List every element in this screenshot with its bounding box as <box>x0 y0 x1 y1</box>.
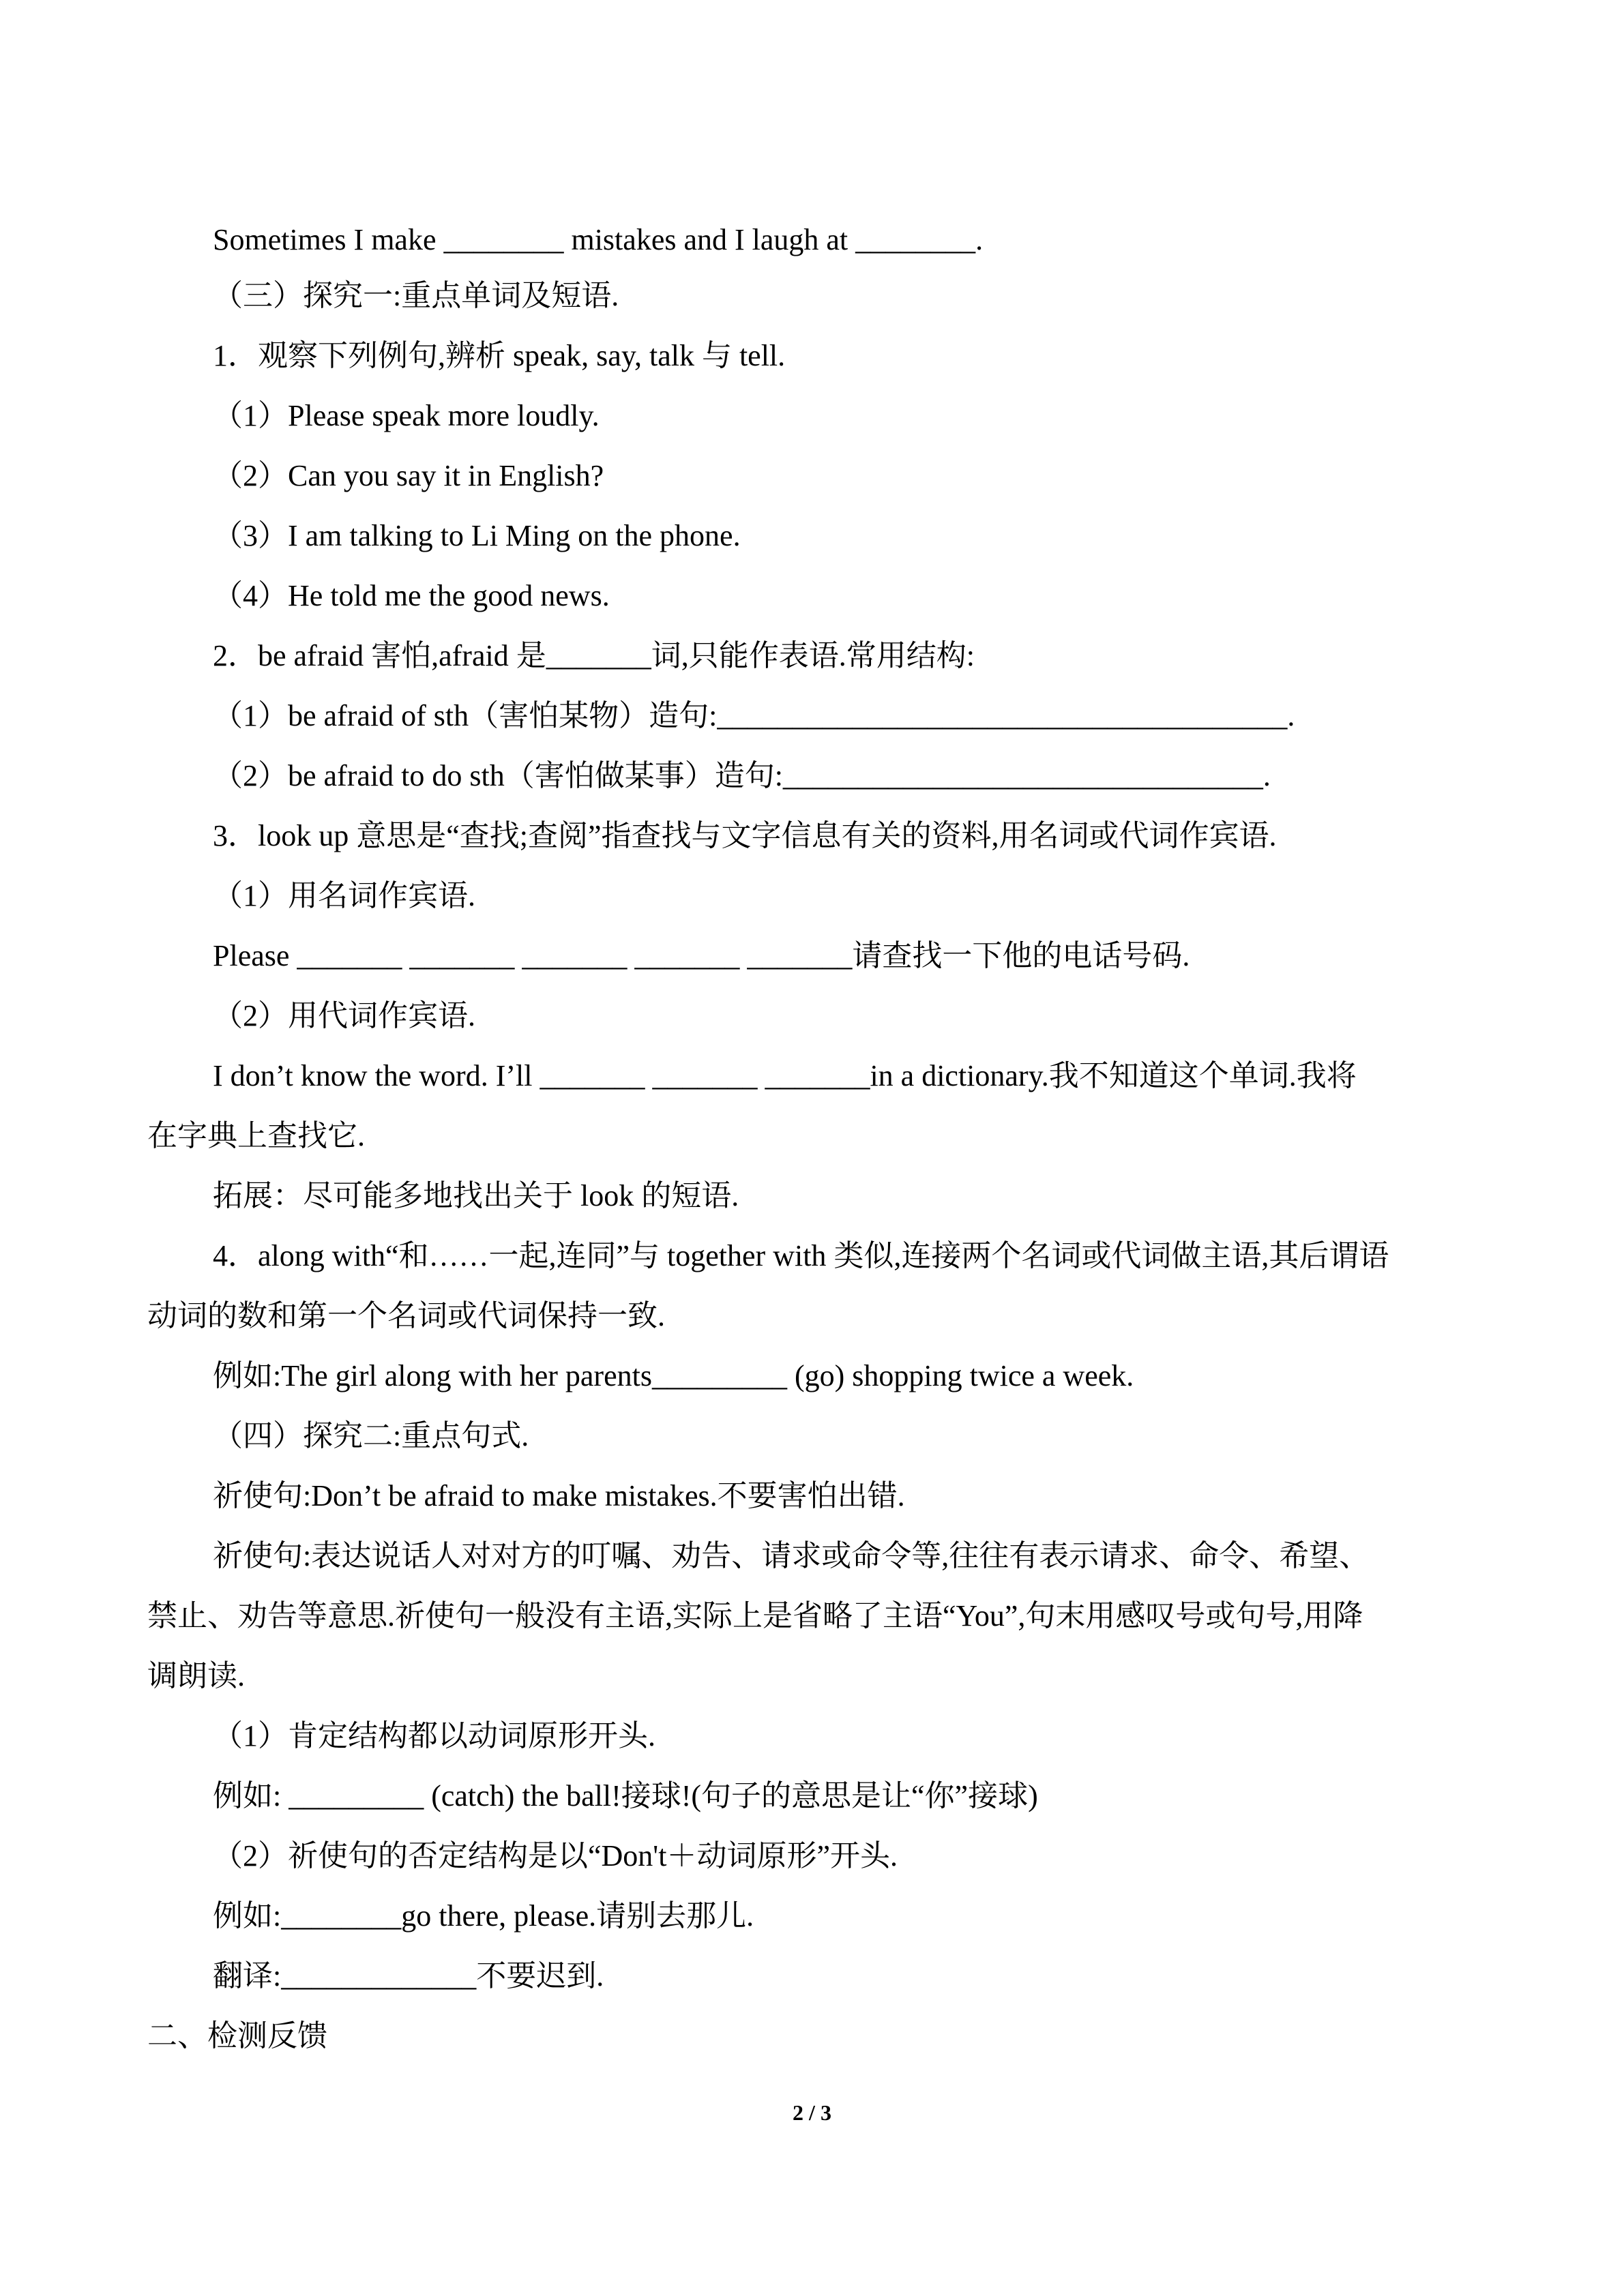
text-line-28: （2）祈使句的否定结构是以“Don't＋动词原形”开头. <box>213 1839 898 1873</box>
example-2: （2）Can you say it in English? <box>213 459 604 492</box>
text-line-15: I don’t know the word. I’ll _______ _______ _______in a dictionary.我不知道这个单词.我将 <box>213 1059 1357 1092</box>
text-line-3: 1．观察下列例句,辨析 speak, say, talk 与 tell. <box>213 339 786 372</box>
text-line-14: （2）用代词作宾语. <box>213 999 475 1032</box>
page-number: 2 / 3 <box>793 2100 831 2125</box>
text-line-8: 2．be afraid 害怕,afraid 是_______词,只能作表语.常用结构: <box>213 639 975 672</box>
text-line-16: 在字典上查找它. <box>147 1119 365 1152</box>
example-4: （4）He told me the good news. <box>213 579 610 612</box>
text-line-12: （1）用名词作宾语. <box>213 879 475 912</box>
text-line-26: （1）肯定结构都以动词原形开头. <box>213 1719 655 1753</box>
example-3: （3）I am talking to Li Ming on the phone. <box>213 519 741 552</box>
text-line-30: 翻译:_____________不要迟到. <box>213 1959 604 1993</box>
text-line-11: 3．look up 意思是“查找;查阅”指查找与文字信息有关的资料,用名词或代词作宾语. <box>213 819 1277 852</box>
text-line-22: 祈使句:Don’t be afraid to make mistakes.不要害怕出错. <box>213 1479 905 1512</box>
text-line-13: Please _______ _______ _______ _______ _______请查找一下他的电话号码. <box>213 939 1190 972</box>
section-heading-3: （三）探究一:重点单词及短语. <box>213 279 619 312</box>
text-line-18: 4．along with“和……一起,连同”与 together with 类似,连接两个名词或代词做主语,其后谓语 <box>213 1239 1389 1272</box>
text-line-9: （1）be afraid of sth（害怕某物）造句:______________________________________. <box>213 699 1295 732</box>
text-line-20: 例如:The girl along with her parents_________ (go) shopping twice a week. <box>213 1359 1134 1392</box>
section-heading-2: 二、检测反馈 <box>147 2019 327 2053</box>
text-line-25: 调朗读. <box>147 1659 245 1693</box>
text-line-17: 拓展：尽可能多地找出关于 look 的短语. <box>213 1179 739 1212</box>
example-1: （1）Please speak more loudly. <box>213 399 600 432</box>
text-line-23: 祈使句:表达说话人对对方的叮嘱、劝告、请求或命令等,往往有表示请求、命令、希望、 <box>213 1539 1370 1572</box>
text-line-29: 例如:________go there, please.请别去那儿. <box>213 1899 754 1933</box>
text-line-24: 禁止、劝告等意思.祈使句一般没有主语,实际上是省略了主语“You”,句末用感叹号或句号,用降 <box>147 1599 1363 1632</box>
text-line-19: 动词的数和第一个名词或代词保持一致. <box>147 1299 665 1332</box>
text-line-10: （2）be afraid to do sth（害怕做某事）造句:________________________________. <box>213 759 1271 792</box>
section-heading-4: （四）探究二:重点句式. <box>213 1419 529 1452</box>
text-line-1: Sometimes I make ________ mistakes and I laugh at ________. <box>213 223 984 256</box>
text-line-27: 例如: _________ (catch) the ball!接球!(句子的意思是让“你”接球) <box>213 1779 1038 1813</box>
